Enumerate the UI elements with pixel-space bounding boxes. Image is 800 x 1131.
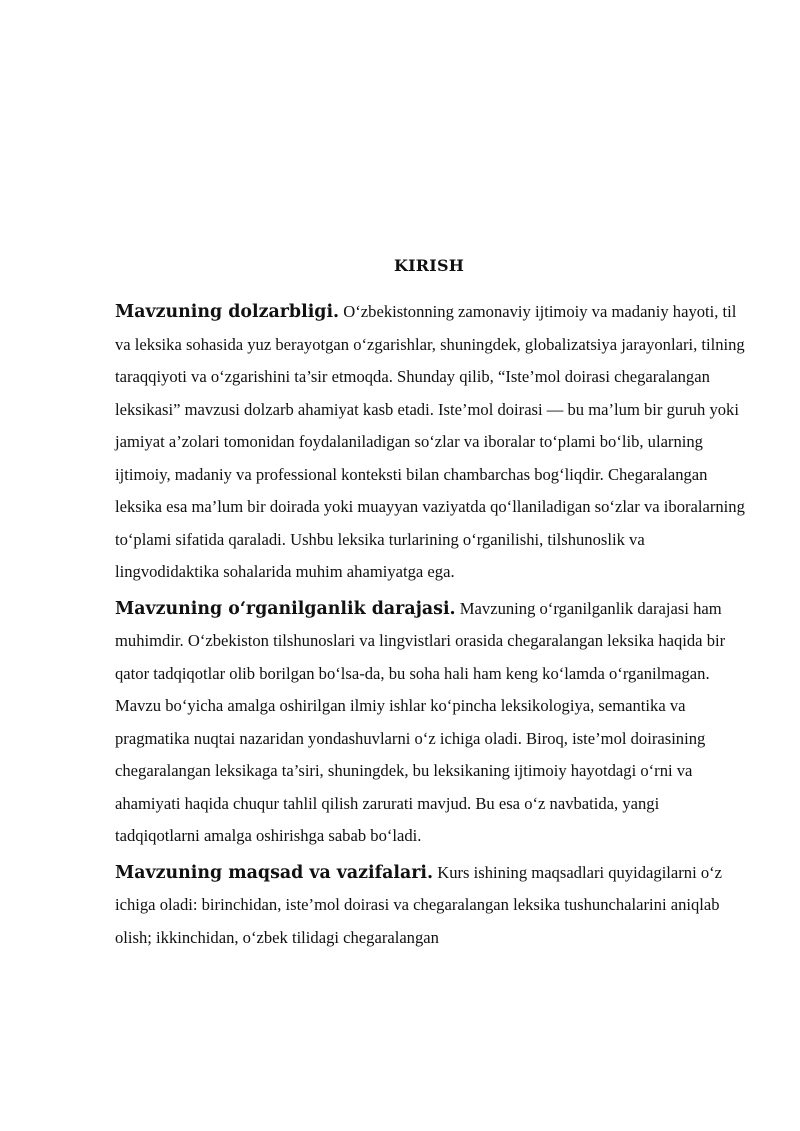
document-body xyxy=(115,296,747,958)
section-goals xyxy=(115,857,747,955)
section-heading: Mavzuning dolzarbligi. xyxy=(115,302,340,322)
section-text: O‘zbekistonning zamonaviy ijtimoiy va madaniy hayoti, til va leksika sohasida yuz berayotgan o‘zgarishlar, shuningdek, globalizatsiya jarayonlari, tilning taraqqiyoti va o‘zgarishini ta’sir etmoqda. Shunday qilib, “Iste’mol doirasi chegaralangan leksikasi” mavzusi dolzarb ahamiyat kasb etadi. Iste’mol doirasi — bu ma’lum bir guruh yoki jamiyat a’zolari tomonidan foydalaniladigan so‘zlar va iboralar to‘plami bo‘lib, ularning ijtimoiy, madaniy va professional konteksti bilan chambarchas bog‘liqdir. Chegaralangan leksika esa ma’lum bir doirada yoki muayyan vaziyatda qo‘llaniladigan so‘zlar va iboralarning to‘plami sifatida qaraladi. Ushbu leksika turlarining o‘rganilishi, tilshunoslik va lingvodidaktika sohalarida muhim ahamiyatga ega. xyxy=(115,302,745,581)
section-study-degree xyxy=(115,593,747,853)
section-heading: Mavzuning maqsad va vazifalari. xyxy=(115,862,434,883)
section-text: Mavzuning o‘rganilganlik darajasi ham muhimdir. O‘zbekiston tilshunoslari va lingvistlari orasida chegaralangan leksika haqida bir qator tadqiqotlar olib borilgan bo‘lsa-da, bu soha hali ham keng ko‘lamda o‘rganilmagan. Mavzu bo‘yicha amalga oshirilgan ilmiy ishlar ko‘pincha leksikologiya, semantika va pragmatika nuqtai nazaridan yondashuvlarni o‘z ichiga oladi. Biroq, iste’mol doirasining chegaralangan leksikaga ta’siri, shuningdek, bu leksikaning ijtimoiy hayotdagi o‘rni va ahamiyati haqida chuqur tahlil qilish zarurati mavjud. Bu esa o‘z navbatida, yangi tadqiqotlarni amalga oshirishga sabab bo‘ladi. xyxy=(115,598,726,845)
page-title: KIRISH xyxy=(393,256,465,275)
section-relevance xyxy=(115,296,747,589)
section-heading: Mavzuning o‘rganilganlik darajasi. xyxy=(115,598,456,619)
section-text: Kurs ishining maqsadlari quyidagilarni o‘z ichiga oladi: birinchidan, iste’mol doirasi va chegaralangan leksika tushunchalarini aniqlab olish; ikkinchidan, o‘zbek tilidagi chegaralangan xyxy=(115,862,723,947)
